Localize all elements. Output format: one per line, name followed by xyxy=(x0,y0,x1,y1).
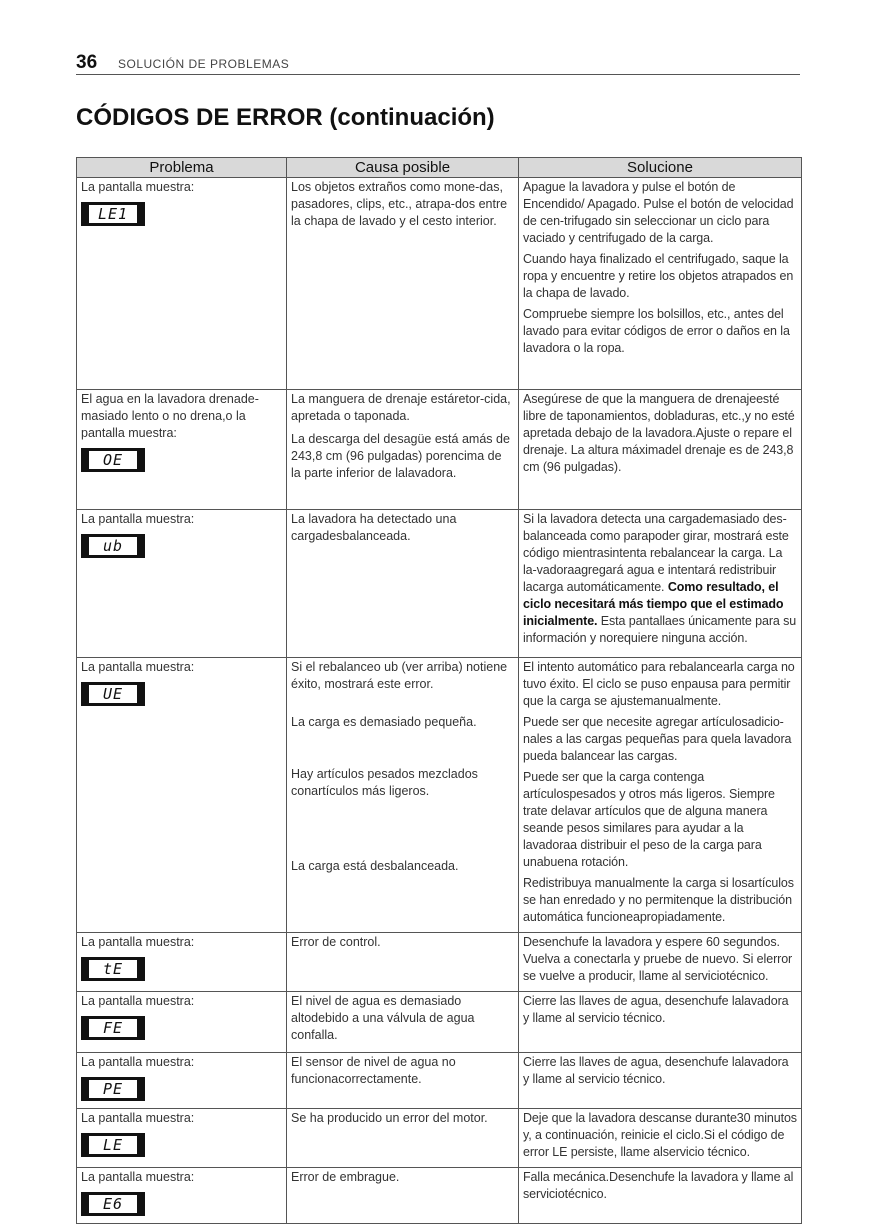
solution-text: Desenchufe la lavadora y espere 60 segundos. Vuelva a conectarla y pruebe de nuevo. Si elerror se vuelve a producir, llame al serviciotécnico. xyxy=(523,935,793,983)
cause-text: La carga es demasiado pequeña. xyxy=(291,715,477,729)
solution-cell xyxy=(519,1168,802,1224)
solution-text: Falla mecánica.Desenchufe la lavadora y llame al serviciotécnico. xyxy=(523,1170,794,1201)
cause-cell xyxy=(287,510,519,658)
problem-cell xyxy=(77,1053,287,1109)
column-header-cause: Causa posible xyxy=(287,158,519,178)
error-code-display xyxy=(81,202,145,226)
page-number: 36 xyxy=(76,52,98,73)
cause-cell xyxy=(287,992,519,1053)
solution-cell xyxy=(519,510,802,658)
error-code-display xyxy=(81,957,145,981)
problem-cell xyxy=(77,658,287,933)
error-code-display xyxy=(81,1133,145,1157)
problem-cell xyxy=(77,1109,287,1168)
solution-text: Cierre las llaves de agua, desenchufe lalavadora y llame al servicio técnico. xyxy=(523,1055,789,1086)
solution-cell xyxy=(519,992,802,1053)
problem-text: La pantalla muestra: xyxy=(81,660,195,674)
solution-text: Cuando haya finalizado el centrifugado, saque la ropa y encuentre y retire los objetos atrapados en la chapa de lavado. xyxy=(523,252,794,300)
problem-text: La pantalla muestra: xyxy=(81,935,195,949)
problem-text: La pantalla muestra: xyxy=(81,180,195,194)
error-code: ub xyxy=(89,537,137,555)
table-row xyxy=(77,933,802,992)
page-header xyxy=(76,52,800,75)
cause-text: Error de embrague. xyxy=(291,1170,400,1184)
cause-cell xyxy=(287,1168,519,1224)
error-code: PE xyxy=(89,1080,137,1098)
error-code: LE1 xyxy=(89,205,137,223)
cause-cell xyxy=(287,933,519,992)
problem-text: La pantalla muestra: xyxy=(81,1170,195,1184)
solution-text: Apague la lavadora y pulse el botón de Encendido/ Apagado. Pulse el botón de velocidad de cen-trifugado sin seleccionar un ciclo para vaciado y centrifugado de la carga. xyxy=(523,180,794,245)
problem-text: La pantalla muestra: xyxy=(81,512,195,526)
problem-cell xyxy=(77,1168,287,1224)
solution-text: Puede ser que la carga contenga artículospesados y otros más ligeros. Siempre trate delavar artículos que de alguna manera seande pesos similares para ayudar a la lavadoraa distribuir el peso de la carga para unabuena rotación. xyxy=(523,770,775,869)
error-code: OE xyxy=(89,451,137,469)
cause-text: Si el rebalanceo ub (ver arriba) notiene éxito, mostrará este error. xyxy=(291,660,508,691)
solution-cell xyxy=(519,1053,802,1109)
solution-cell xyxy=(519,178,802,390)
solution-text: Cierre las llaves de agua, desenchufe lalavadora y llame al servicio técnico. xyxy=(523,994,789,1025)
cause-text: Error de control. xyxy=(291,935,381,949)
error-code: FE xyxy=(89,1019,137,1037)
solution-text: Redistribuya manualmente la carga si losartículos se han enredado y no permitenque la distribución automática funcioneapropiadamente. xyxy=(523,876,794,924)
cause-text: La manguera de drenaje estáretor-cida, apretada o taponada. xyxy=(291,392,511,423)
table-row xyxy=(77,178,802,390)
cause-text: La carga está desbalanceada. xyxy=(291,859,459,873)
error-code-display xyxy=(81,534,145,558)
solution-cell xyxy=(519,1109,802,1168)
table-row xyxy=(77,1109,802,1168)
error-code-display xyxy=(81,682,145,706)
problem-cell xyxy=(77,390,287,510)
column-header-solution: Solucione xyxy=(519,158,802,178)
solution-text-end: Esta pantallaes únicamente para su información y norequiere ninguna acción. xyxy=(523,614,797,645)
solution-bold-text: Como resultado, el ciclo necesitará más tiempo que el estimado inicialmente. xyxy=(523,580,784,628)
cause-text: La lavadora ha detectado una cargadesbalanceada. xyxy=(291,512,457,543)
cause-cell xyxy=(287,178,519,390)
solution-text: El intento automático para rebalancearla carga no tuvo éxito. El ciclo se puso enpausa para permitir que la carga se ajustemanualmente. xyxy=(523,660,795,708)
solution-text: Deje que la lavadora descanse durante30 minutos y, a continuación, reinicie el ciclo.Si el código de error LE persiste, llame alservicio técnico. xyxy=(523,1111,797,1159)
solution-text: Puede ser que necesite agregar artículosadicio-nales a las cargas pequeñas para quela lavadora pueda balancear las cargas. xyxy=(523,715,792,763)
solution-cell xyxy=(519,658,802,933)
cause-text: Se ha producido un error del motor. xyxy=(291,1111,488,1125)
table-header-row xyxy=(77,158,802,178)
page-title: CÓDIGOS DE ERROR (continuación) xyxy=(76,104,495,131)
solution-text: Compruebe siempre los bolsillos, etc., antes del lavado para evitar códigos de error o daños en la lavadora o la ropa. xyxy=(523,307,790,355)
cause-cell xyxy=(287,390,519,510)
column-header-problem: Problema xyxy=(77,158,287,178)
solution-cell xyxy=(519,933,802,992)
problem-text: El agua en la lavadora drenade-masiado lento o no drena,o la pantalla muestra: xyxy=(81,392,259,440)
table-row xyxy=(77,390,802,510)
problem-cell xyxy=(77,510,287,658)
solution-text xyxy=(523,511,797,647)
error-codes-table xyxy=(76,157,802,1224)
table-row xyxy=(77,1053,802,1109)
error-code-display xyxy=(81,1192,145,1216)
cause-cell xyxy=(287,658,519,933)
table-row xyxy=(77,1168,802,1224)
error-code: E6 xyxy=(89,1195,137,1213)
cause-cell xyxy=(287,1053,519,1109)
table-row xyxy=(77,992,802,1053)
solution-cell xyxy=(519,390,802,510)
problem-cell xyxy=(77,933,287,992)
problem-cell xyxy=(77,992,287,1053)
error-code-display xyxy=(81,448,145,472)
problem-text: La pantalla muestra: xyxy=(81,994,195,1008)
cause-cell xyxy=(287,1109,519,1168)
error-code: LE xyxy=(89,1136,137,1154)
solution-text-start: Si la lavadora detecta una cargademasiado des-balanceada como parapoder girar, mostrará este código mientrasintenta rebalancear la carga. La la-vadoraagregará agua e intentará redistribuir lacarga automáticamente. xyxy=(523,512,789,594)
error-code-display xyxy=(81,1077,145,1101)
cause-text: Hay artículos pesados mezclados conartículos más ligeros. xyxy=(291,767,478,798)
cause-text: Los objetos extraños como mone-das, pasadores, clips, etc., atrapa-dos entre la chapa de lavado y el cesto interior. xyxy=(291,180,508,228)
cause-text: La descarga del desagüe está amás de 243,8 cm (96 pulgadas) porencima de la parte inferior de lalavadora. xyxy=(291,432,510,480)
table-row xyxy=(77,658,802,933)
cause-text: El sensor de nivel de agua no funcionacorrectamente. xyxy=(291,1055,456,1086)
table-row xyxy=(77,510,802,658)
section-title: SOLUCIÓN DE PROBLEMAS xyxy=(118,57,290,71)
error-code-display xyxy=(81,1016,145,1040)
error-code: tE xyxy=(89,960,137,978)
solution-text: Asegúrese de que la manguera de drenajeesté libre de taponamientos, dobladuras, etc.,y no esté apretada debajo de la lavadora.Ajuste o repare el drenaje. La altura máximadel drenaje es de 243,8 cm (96 pulgadas). xyxy=(523,392,795,474)
error-code: UE xyxy=(89,685,137,703)
problem-text: La pantalla muestra: xyxy=(81,1111,195,1125)
problem-text: La pantalla muestra: xyxy=(81,1055,195,1069)
problem-cell xyxy=(77,178,287,390)
cause-text: El nivel de agua es demasiado altodebido a una válvula de agua confalla. xyxy=(291,994,475,1042)
